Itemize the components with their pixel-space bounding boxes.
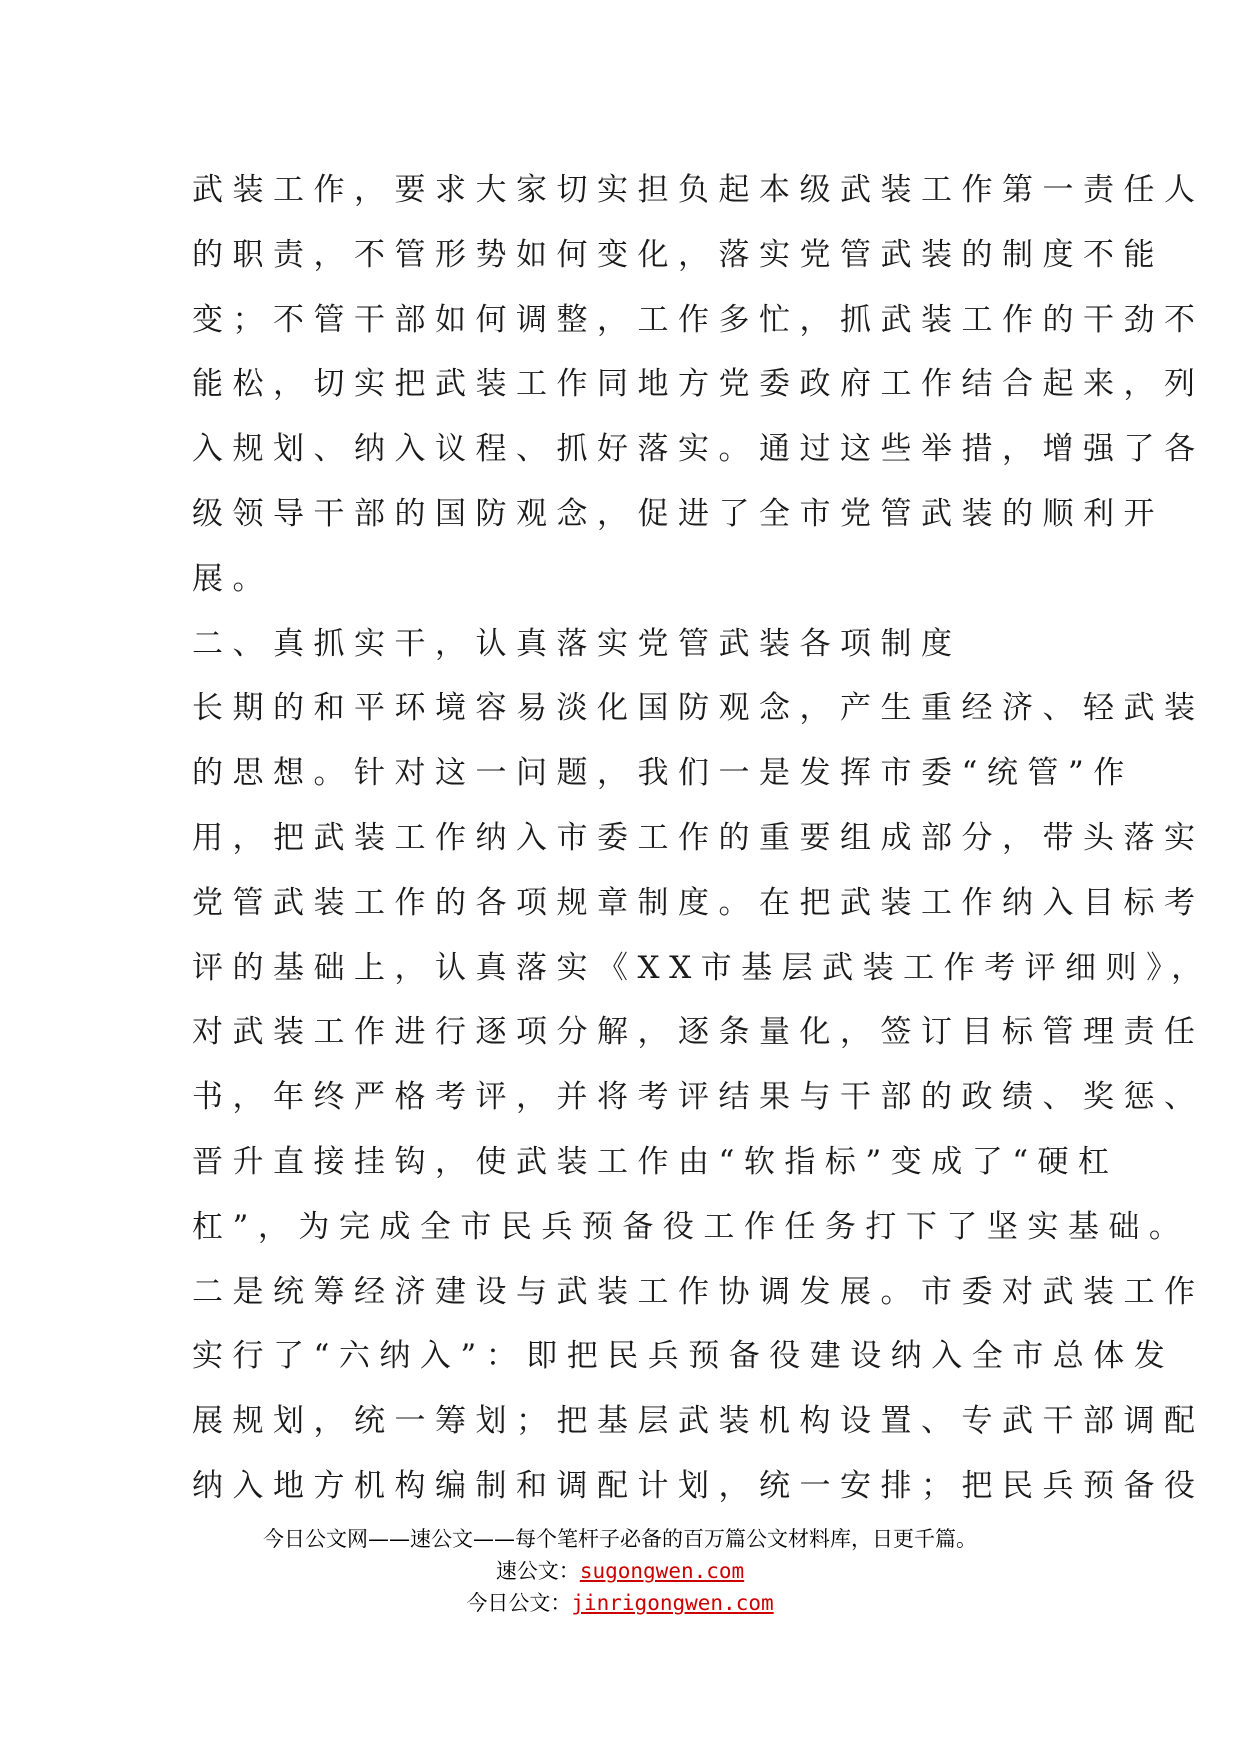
body-line: 晋升直接挂钩，使武装工作由“软指标”变成了“硬杠	[192, 1143, 1119, 1180]
body-line: 展。	[192, 560, 273, 597]
body-line: 入规划、纳入议程、抓好落实。通过这些举措，增强了各	[192, 431, 1205, 468]
body-line: 武装工作，要求大家切实担负起本级武装工作第一责任人	[192, 172, 1205, 208]
body-line: 纳入地方机构编制和调配计划，统一安排；把民兵预备役	[192, 1467, 1205, 1504]
body-line: 党管武装工作的各项规章制度。在把武装工作纳入目标考	[192, 884, 1205, 921]
section-heading: 二、真抓实干，认真落实党管武装各项制度	[192, 625, 962, 662]
footer-link-label: 速公文：	[495, 1559, 580, 1583]
sugongwen-link[interactable]: sugongwen.com	[579, 1559, 745, 1583]
body-line: 变；不管干部如何调整，工作多忙，抓武装工作的干劲不	[192, 301, 1205, 338]
jinrigongwen-link[interactable]: jinrigongwen.com	[571, 1591, 774, 1615]
body-line: 实行了“六纳入”：即把民兵预备役建设纳入全市总体发	[192, 1338, 1175, 1375]
body-line: 评的基础上，认真落实《XX市基层武装工作考评细则》，	[192, 949, 1212, 986]
body-line: 展规划，统一筹划；把基层武装机构设置、专武干部调配	[192, 1403, 1205, 1440]
page-footer	[0, 1523, 1240, 1619]
footer-link-label: 今日公文：	[466, 1591, 572, 1615]
footer-slogan: 今日公文网——速公文——每个笔杆子必备的百万篇公文材料库，日更千篇。	[263, 1527, 977, 1551]
footer-link-row-2	[0, 1587, 1240, 1619]
document-body	[192, 158, 1212, 1519]
body-line: 的职责，不管形势如何变化，落实党管武装的制度不能	[192, 236, 1164, 273]
body-line: 杠”，为完成全市民兵预备役工作任务打下了坚实基础。	[192, 1208, 1190, 1245]
footer-link-row-1	[0, 1555, 1240, 1587]
body-line: 二是统筹经济建设与武装工作协调发展。市委对武装工作	[192, 1273, 1205, 1310]
body-line: 能松，切实把武装工作同地方党委政府工作结合起来，列	[192, 366, 1205, 403]
body-line: 的思想。针对这一问题，我们一是发挥市委“统管”作	[192, 755, 1134, 792]
body-line: 对武装工作进行逐项分解，逐条量化，签订目标管理责任	[192, 1014, 1205, 1051]
body-line: 用，把武装工作纳入市委工作的重要组成部分，带头落实	[192, 819, 1205, 856]
body-line: 级领导干部的国防观念，促进了全市党管武装的顺利开	[192, 495, 1164, 532]
body-line: 长期的和平环境容易淡化国防观念，产生重经济、轻武装	[192, 690, 1205, 727]
body-line: 书，年终严格考评，并将考评结果与干部的政绩、奖惩、	[192, 1079, 1205, 1116]
